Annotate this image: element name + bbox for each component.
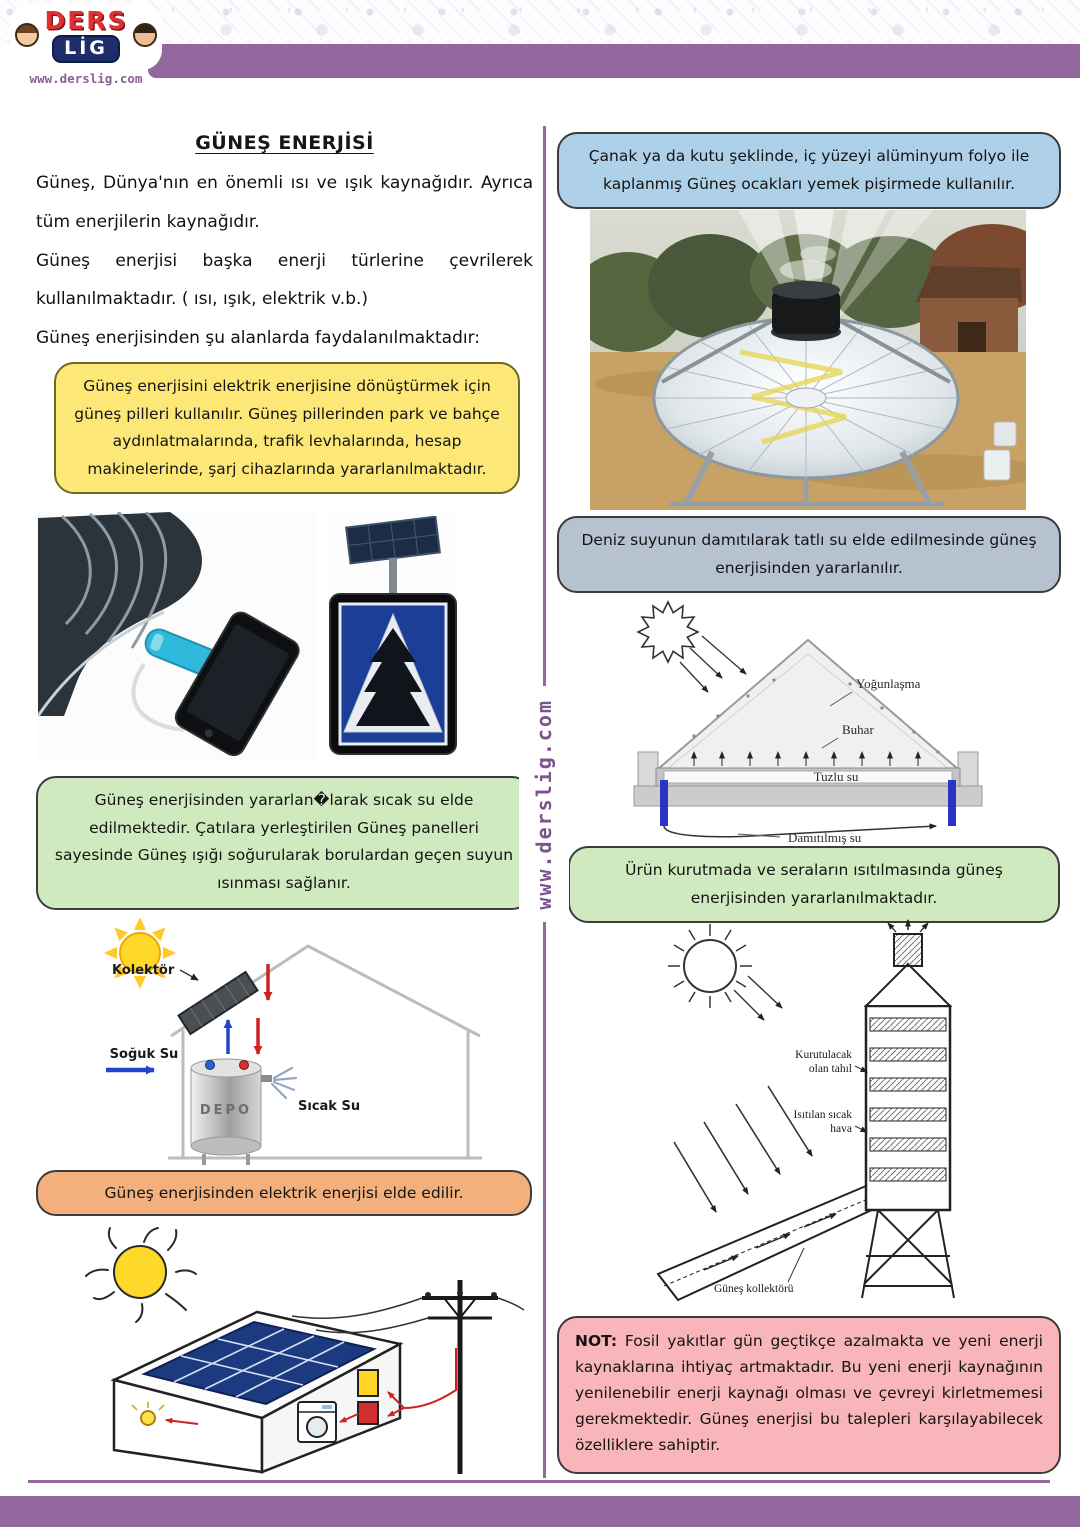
label-condensation: Yoğunlaşma (856, 676, 921, 691)
sun-icon (86, 1228, 196, 1322)
label-cold-water: Soğuk Su (109, 1047, 179, 1062)
tower-legs (862, 1210, 954, 1298)
right-post (948, 780, 956, 826)
still-base (634, 786, 982, 806)
sign-pole (389, 558, 397, 596)
sunlight-arrows (674, 1086, 812, 1212)
label-distilled-water: Damıtılmış su (788, 830, 862, 845)
solar-electricity-illustration (52, 1222, 526, 1478)
parabolic-dish (654, 318, 958, 478)
intro-paragraphs (36, 164, 533, 358)
hot-water-spray (261, 1068, 296, 1098)
paragraph-3: Güneş enerjisinden şu alanlarda faydalanılmaktadır: (36, 328, 481, 348)
solar-cooker-info-box: Çanak ya da kutu şeklinde, iç yüzeyi alüminyum folyo ile kaplanmış Güneş ocakları yemek pişirmede kullanılır. (557, 132, 1061, 209)
label-grain-1: Kurutulacak (795, 1049, 852, 1061)
washing-machine (298, 1402, 336, 1442)
logo-badge (10, 3, 162, 70)
label-air-1: Isıtılan sıcak (793, 1109, 852, 1121)
inverter-box (358, 1402, 378, 1424)
logo-site-url: www.derslig.com (29, 70, 143, 86)
hot-water-info-box: Güneş enerjisinden yararlan�larak sıcak su elde edilmektedir. Çatılara yerleştirilen Güneş panelleri sayesinde Güneş ışığı soğurularak borulardan geçen suyun ısınması sağlanır. (36, 776, 532, 910)
left-post (660, 780, 668, 826)
roof-collector (178, 972, 257, 1034)
chimney (894, 934, 922, 966)
solar-still-diagram (598, 584, 1022, 846)
water-tank (191, 1059, 261, 1165)
background-barn (916, 266, 1022, 360)
fuse-box (358, 1370, 378, 1396)
solar-cells-info-box: Güneş enerjisini elektrik enerjisine dönüştürmek için güneş pilleri kullanılır. Güneş pillerinden park ve bahçe aydınlatmalarında, trafik levhalarında, hesap makinelerinde, şarj cihazlarında yararlanılmaktadır. (54, 362, 520, 494)
note-label: NOT: (575, 1332, 618, 1350)
label-salt-water: Tuzlu su (813, 769, 859, 784)
label-grain-2: olan tahıl (808, 1063, 852, 1075)
sun-icon (638, 602, 698, 662)
flexible-solar-panel-photo (38, 512, 316, 760)
label-tank: DEPO (199, 1103, 253, 1118)
logo-title-top: DERS (44, 6, 128, 35)
crop-drying-info-box: Ürün kurutmada ve seraların ısıtılmasında güneş enerjisinden yararlanılmaktadır. (568, 846, 1060, 923)
solar-dryer-diagram (638, 918, 1022, 1314)
desalination-info-box: Deniz suyunun damıtılarak tatlı su elde edilmesinde güneş enerjisinden yararlanılır. (557, 516, 1061, 593)
watermark (519, 686, 569, 922)
logo-title-bottom: LİG (52, 35, 120, 63)
page-title: GÜNEŞ ENERJİSİ (195, 132, 374, 154)
label-dryer-collector: Güneş kollektörü (714, 1283, 794, 1295)
label-air-2: hava (830, 1123, 852, 1135)
paragraph-1: Güneş, Dünya'nın en önemli ısı ve ışık kaynağıdır. Ayrıca tüm enerjilerin kaynağıdır. (36, 173, 533, 232)
derslig-logo (10, 3, 162, 86)
label-collector: Kolektör (112, 963, 175, 978)
watermark-text: www.derslig.com (532, 698, 556, 910)
collector-leader (180, 970, 198, 980)
header-doodle-strip (0, 0, 1080, 46)
label-hot-water: Sıcak Su (298, 1099, 361, 1114)
cold-valve-icon (206, 1061, 215, 1070)
salt-water-strip (664, 771, 952, 783)
collector-leader (788, 1248, 804, 1282)
solar-cooker-photo (590, 210, 1026, 510)
paragraph-2: Güneş enerjisi başka enerji türlerine çevrilerek kullanılmaktadır. ( ısı, ışık, elektrik v.b.) (36, 250, 533, 310)
solar-traffic-sign-photo (328, 516, 458, 758)
still-glass-cover (650, 640, 966, 776)
footer-purple-bar (0, 1496, 1080, 1527)
drying-tower (866, 920, 950, 1210)
logo-mascot-boy-icon (133, 23, 157, 47)
logo-text (44, 8, 127, 63)
header-purple-bar (148, 44, 1080, 78)
logo-mascot-girl-icon (15, 23, 39, 47)
sun-icon (104, 918, 176, 989)
sun-rays (734, 976, 782, 1020)
note-text: Fosil yakıtlar gün geçtikçe azalmakta ve yeni enerji kaynaklarına ihtiyaç artmaktadır. Bu yeni enerji kaynağının yenilenebilir enerji kaynağı olması ve çevreyi kirletmemesi gerekmektedir. Güneş enerjisi bu talepleri karşılayabilecek özelliklere sahiptir. (575, 1332, 1043, 1455)
footer-line (28, 1480, 1050, 1483)
label-vapor: Buhar (842, 722, 874, 737)
sign-body (330, 594, 456, 754)
electricity-info-box: Güneş enerjisinden elektrik enerjisi elde edilir. (36, 1170, 532, 1216)
hot-valve-icon (240, 1061, 249, 1070)
note-box (557, 1316, 1061, 1474)
water-heating-diagram (68, 918, 492, 1170)
